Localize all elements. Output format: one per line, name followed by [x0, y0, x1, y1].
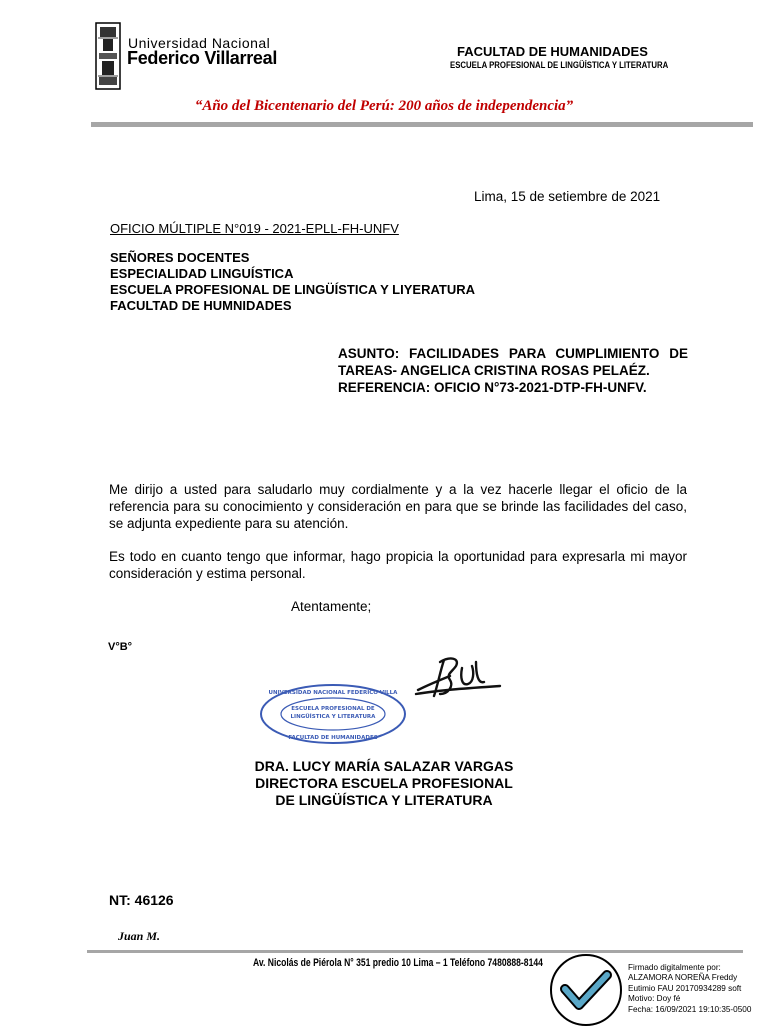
university-emblem-icon: [95, 22, 121, 90]
digital-signature-line: Motivo: Doy fé: [628, 994, 681, 1004]
letter-date: Lima, 15 de setiembre de 2021: [474, 189, 661, 204]
addressee-line: ESCUELA PROFESIONAL DE LINGÜÍSTICA Y LIYERATURA: [110, 282, 475, 297]
signatory-title: DIRECTORA ESCUELA PROFESIONAL: [255, 775, 513, 791]
subject-block: [338, 345, 688, 396]
svg-text:FACULTAD DE HUMANIDADES: FACULTAD DE HUMANIDADES: [288, 735, 378, 741]
school-title: ESCUELA PROFESIONAL DE LINGÜÍSTICA Y LITERATURA: [450, 60, 669, 71]
body-paragraph: Me dirijo a usted para saludarlo muy cordialmente y a la vez hacerle llegar el oficio de la referencia para su conocimiento y consideración en para que se brinde las facilidades del caso, se adjunta expediente para su atención.: [109, 482, 687, 531]
header-divider: [91, 122, 753, 127]
digital-signature-line: Eutimio FAU 20170934289 soft: [628, 983, 742, 993]
typist-initials: Juan M.: [118, 929, 161, 943]
svg-text:ESCUELA PROFESIONAL DE: ESCUELA PROFESIONAL DE: [291, 706, 375, 712]
body-paragraph: Es todo en cuanto tengo que informar, hago propicia la oportunidad para expresarla mi mayor consideración y estima personal.: [109, 549, 687, 581]
svg-text:UNIVERSIDAD NACIONAL FEDERICO: UNIVERSIDAD NACIONAL FEDERICO VILLA: [268, 690, 398, 696]
bicentennial-motto: “Año del Bicentenario del Perú: 200 años de independencia”: [194, 98, 574, 114]
tracking-number: NT: 46126: [109, 892, 174, 908]
footer-divider: [87, 950, 743, 953]
university-name-line2: Federico Villarreal: [127, 48, 278, 68]
oficio-reference-number: OFICIO MÚLTIPLE N°019 - 2021-EPLL-FH-UNFV: [110, 221, 399, 236]
signatory-name: DRA. LUCY MARÍA SALAZAR VARGAS: [254, 758, 514, 774]
school-stamp: [258, 683, 408, 745]
digital-signature-line: ALZAMORA NOREÑA Freddy: [628, 973, 738, 983]
addressee-line: SEÑORES DOCENTES: [110, 250, 250, 265]
signatory-title: DE LINGÜÍSTICA Y LITERATURA: [275, 792, 493, 808]
digital-signature-line: Firmado digitalmente por:: [628, 963, 721, 972]
closing-salutation: Atentamente;: [291, 599, 372, 614]
digital-signature-info: [628, 963, 751, 1015]
faculty-title: FACULTAD DE HUMANIDADES: [457, 44, 648, 59]
handwritten-signature: [410, 650, 510, 710]
addressee-line: FACULTAD DE HUMNIDADES: [110, 298, 292, 313]
footer-address: Av. Nicolás de Piérola N° 351 predio 10 Lima – 1 Teléfono 7480888-8144: [253, 957, 543, 969]
svg-text:LINGÜÍSTICA Y LITERATURA: LINGÜÍSTICA Y LITERATURA: [290, 714, 376, 720]
addressee-line: ESPECIALIDAD LINGUÍSTICA: [110, 266, 294, 281]
university-name-line1: Universidad Nacional: [128, 35, 271, 51]
visto-bueno-mark: V°B°: [108, 641, 133, 653]
digital-signature-check-icon: [549, 953, 623, 1027]
subject-referencia: REFERENCIA: OFICIO N°73-2021-DTP-FH-UNFV.: [338, 380, 647, 395]
subject-asunto: ASUNTO: FACILIDADES PARA CUMPLIMIENTO DE TAREAS- ANGELICA CRISTINA ROSAS PELAÉZ.: [338, 346, 688, 378]
digital-signature-line: Fecha: 16/09/2021 19:10:35-0500: [628, 1004, 752, 1014]
